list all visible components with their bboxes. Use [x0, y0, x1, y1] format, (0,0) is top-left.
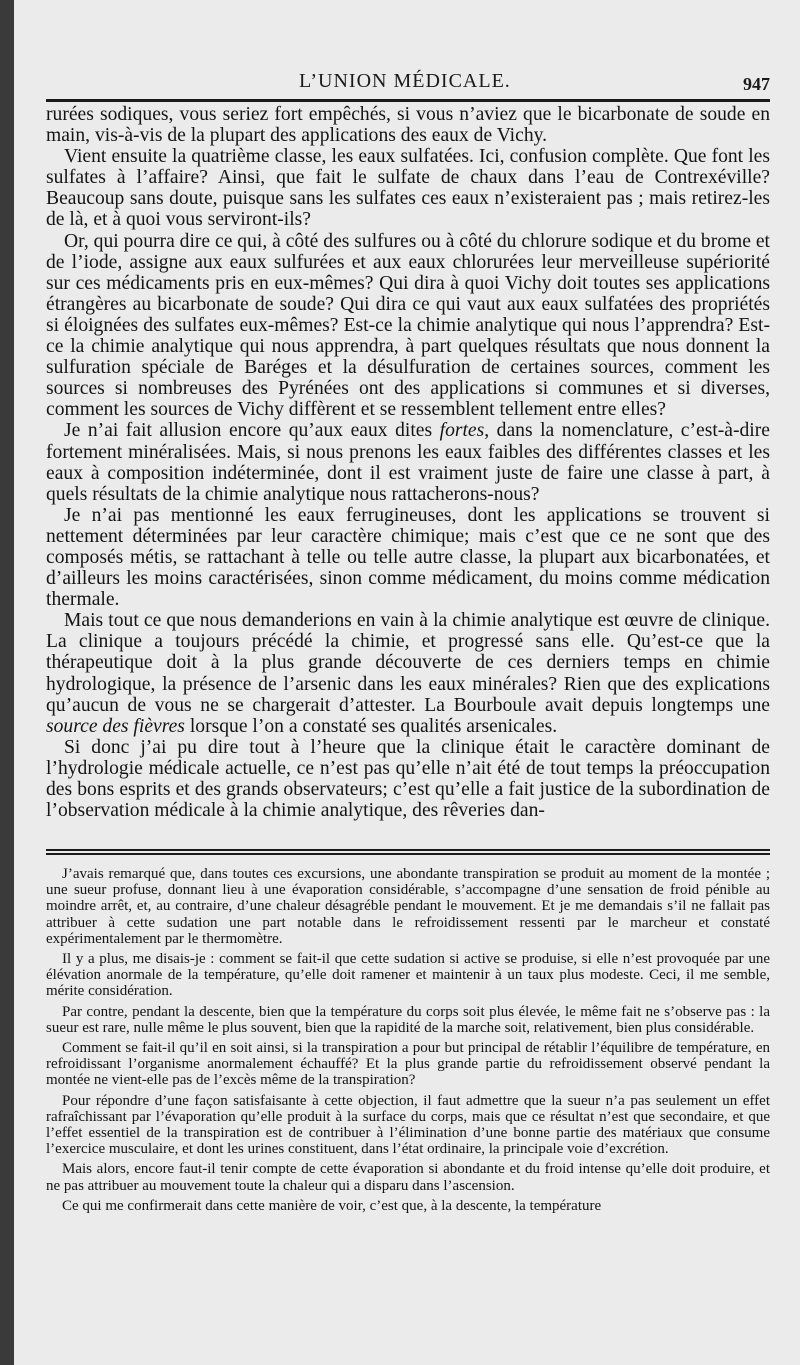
- text-run: , dans la nomenclature, c’est-à-dire fortement minéralisées. Mais, si nous prenons les eaux faibles des différentes classes et les eaux à composition indéterminée, dont il est vraiment juste de faire une classe à part, à quels résultats de la chimie analytique nous rattacherons-nous?: [46, 420, 770, 505]
- text-run: lorsque l’on a constaté ses qualités arsenicales.: [184, 715, 558, 737]
- note-paragraph: Ce qui me confirmerait dans cette manière de voir, c’est que, à la descente, la température: [62, 1197, 602, 1214]
- note-paragraph: Pour répondre d’une façon satisfaisante à cette objection, il faut admettre que la sueur n’a pas seulement un effet rafraîchissant par l’évaporation qu’elle produit à la surface du corps, mais que ce résultat n’est que secondaire, et que l’effet essentiel de la transpiration est de contribuer à l’élimination d’une bonne partie des matériaux que consume l’exercice musculaire, et dont les urines constituent, dans l’état ordinaire, la principale voie d’excrétion.: [46, 1092, 770, 1158]
- note-paragraph: Comment se fait-il qu’il en soit ainsi, si la transpiration a pour but principal de rétablir l’équilibre de température, en refroidissant l’organisme anormalement échauffé? Et la plus grande partie du refroidissement observé pendant la montée ne vient-elle pas de l’excès même de la transpiration?: [46, 1040, 770, 1089]
- document-page: [14, 0, 800, 1365]
- page-number: 947: [743, 74, 770, 94]
- paragraph: Si donc j’ai pu dire tout à l’heure que la clinique était le caractère dominant de l’hydrologie médicale actuelle, ce n’est pas qu’elle n’ait été de tout temps la préoccupation des bons esprits et des grands observateurs; c’est qu’elle a fait justice de la subordination de l’observation médicale à la chimie analytique, des rêveries dan-: [46, 736, 770, 822]
- note-paragraph: J’avais remarqué que, dans toutes ces excursions, une abondante transpiration se produit au moment de la montée ; une sueur profuse, donnant lieu à une évaporation considérable, s’accompagne d’une sensation de froid pénible au moindre arrêt, et, au contraire, d’une chaleur désagréble pendant le mouvement. Et je me demandais s’il ne fallait pas attribuer à cette sudation une part notable dans le refroidissement ressenti par le marcheur et constaté expérimentalement par le thermomètre.: [46, 866, 770, 947]
- feuilleton-text: [46, 866, 770, 1326]
- text-run: Mais tout ce que nous demanderions en vain à la chimie analytique est œuvre de clinique. La clinique a toujours précédé la chimie, et progressé sans elle. Qu’est-ce que la thérapeutique doit à la plus grande découverte de ces derniers temps en chimie hydrologique, la présence de l’arsenic dans les eaux minérales? Rien que des explications qu’aucun de vous ne se chargerait d’attester. La Bourboule avait depuis longtemps une: [46, 610, 770, 716]
- emphasis: fortes: [439, 420, 485, 442]
- paragraph: Je n’ai pas mentionné les eaux ferrugineuses, dont les applications se trouvent si nettement déterminées par leur caractère chimique; mais c’est que ce ne sont que des composés métis, se rattachant à telle ou telle autre classe, la plupart aux bicarbonatées, et d’ailleurs les moins caractérisées, sinon comme médicament, du moins comme médication thermale.: [46, 504, 770, 611]
- note-paragraph: Il y a plus, me disais-je : comment se fait-il que cette sudation si active se produise, si elle n’est provoquée par une élévation anormale de la température, qu’elle doit ramener et maintenir à un taux plus modeste. Ceci, il me semble, mérite considération.: [46, 951, 770, 1000]
- section-rule: [46, 853, 770, 855]
- page-header: [14, 64, 800, 104]
- text-run: Je n’ai fait allusion encore qu’aux eaux dites: [64, 420, 440, 442]
- paragraph: Or, qui pourra dire ce qui, à côté des sulfures ou à côté du chlorure sodique et du brome et de l’iode, assigne aux eaux sulfurées et aux eaux chlorurées leur merveilleuse supériorité sur ces médicaments pris en eux-mêmes? Qui dira à quoi Vichy doit toutes ses applications étrangères au bicarbonate de soude? Qui dira ce qui vaut aux eaux sulfatées des propriétés si éloignées des sulfates eux-mêmes? Est-ce la chimie analytique qui nous l’apprendra? Est-ce la chimie analytique qui nous apprendra, à part quelques résultats que nous donnent la sulfuration spéciale de Baréges et la désulfuration de certaines sources, comment les sources si nombreuses des Pyrénées ont des applications si communes et si diverses, comment les sources de Vichy diffèrent et se ressemblent tellement entre elles?: [46, 230, 770, 421]
- emphasis: source des fièvres: [46, 715, 185, 737]
- main-text: [46, 104, 770, 844]
- note-paragraph: Mais alors, encore faut-il tenir compte de cette évaporation si abondante et du froid intense qu’elle doit produire, et ne pas attribuer au mouvement toute la chaleur qui a disparu dans l’ascension.: [46, 1161, 770, 1194]
- paragraph: [46, 610, 770, 737]
- running-title: L’UNION MÉDICALE.: [299, 70, 511, 92]
- paragraph: Vient ensuite la quatrième classe, les eaux sulfatées. Ici, confusion complète. Que font les sulfates à l’affaire? Ainsi, que fait le sulfate de chaux dans l’eau de Contrexéville? Beaucoup sans doute, puisque sans les sulfates ces eaux n’existeraient pas ; mais retirez-les de là, et à quoi vous serviront-ils?: [46, 146, 770, 231]
- section-rule: [46, 849, 770, 851]
- paragraph: rurées sodiques, vous seriez fort empêchés, si vous n’aviez que le bicarbonate de soude en main, vis-à-vis de la plupart des applications des eaux de Vichy.: [46, 104, 770, 147]
- note-paragraph: Par contre, pendant la descente, bien que la température du corps soit plus élevée, le même fait ne s’observe pas : la sueur est rare, nulle même le plus souvent, bien que la rapidité de la marche soit, relativement, bien plus considérable.: [46, 1003, 770, 1036]
- header-rule: [46, 99, 770, 102]
- paragraph: [46, 420, 770, 504]
